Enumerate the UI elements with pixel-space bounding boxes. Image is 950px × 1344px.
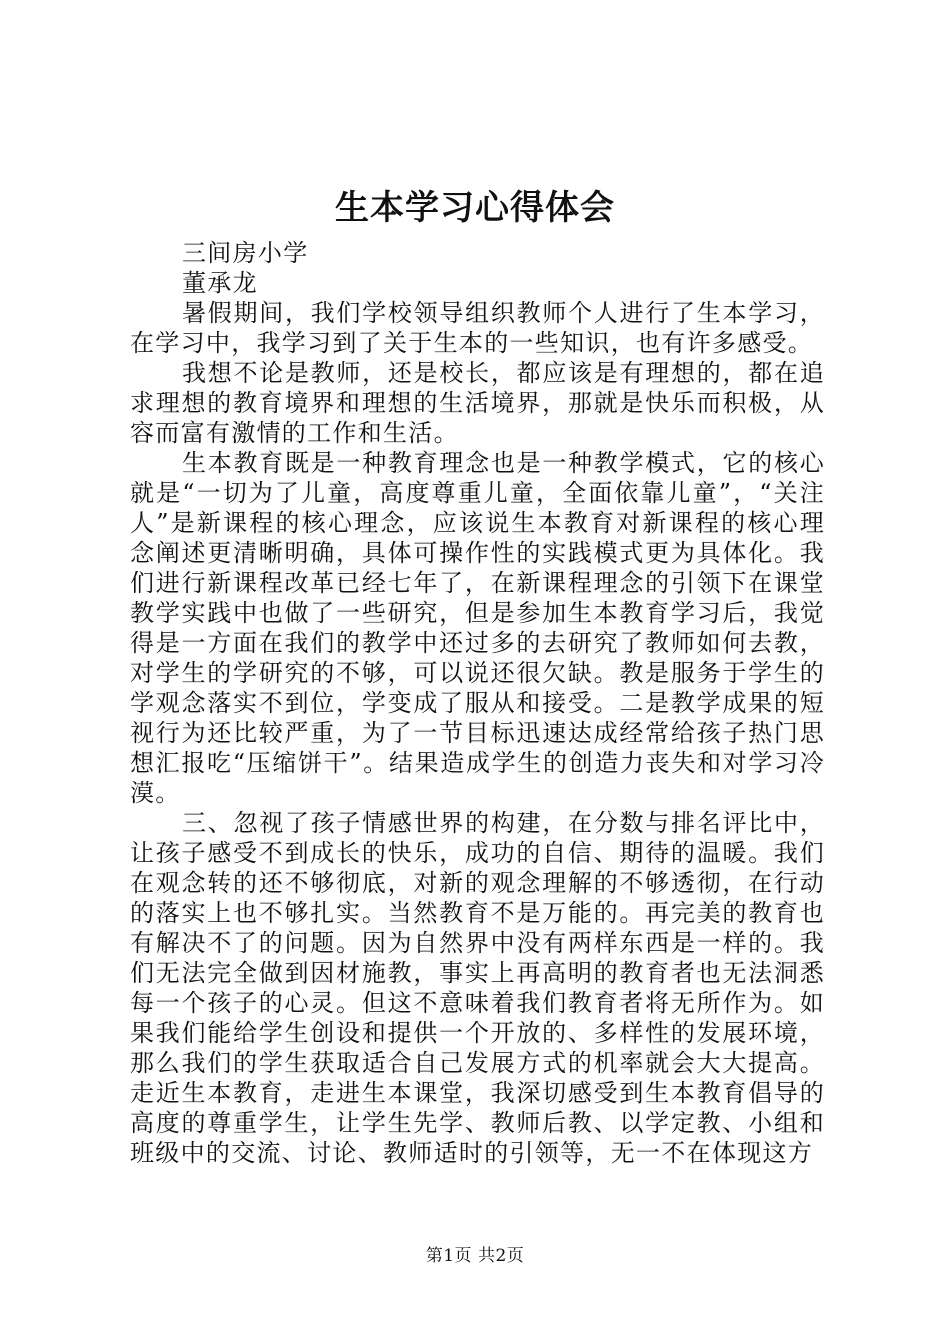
paragraph-2: 我想不论是教师，还是校长，都应该是有理想的，都在追求理想的教育境界和理想的生活境界，那就是快乐而积极，从容而富有激情的工作和生活。 (130, 359, 825, 447)
paragraph-1: 暑假期间，我们学校领导组织教师个人进行了生本学习，在学习中，我学习到了关于生本的一些知识，也有许多感受。 (130, 299, 825, 357)
page-footer: 第1页 共2页 (425, 1246, 525, 1266)
school-name: 三间房小学 (182, 239, 309, 267)
paragraph-3: 生本教育既是一种教育理念也是一种教学模式，它的核心就是“一切为了儿童，高度尊重儿童，全面依靠儿童”，“关注人”是新课程的核心理念，应该说生本教育对新课程的核心理念阐述更清晰明确，具体可操作性的实践模式更为具体化。我们进行新课程改革已经七年了，在新课程理念的引领下在课堂教学实践中也做了一些研究，但是参加生本教育学习后，我觉得是一方面在我们的教学中还过多的去研究了教师如何去教，对学生的学研究的不够，可以说还很欠缺。教是服务于学生的学观念落实不到位，学变成了服从和接受。二是教学成果的短视行为还比较严重，为了一节目标迅速达成经常给孩子热门思想汇报吃“压缩饼干”。结果造成学生的创造力丧失和对学习冷漠。 (130, 449, 825, 807)
document-body (130, 238, 825, 1168)
paragraph-4: 三、忽视了孩子情感世界的构建，在分数与排名评比中，让孩子感受不到成长的快乐，成功的自信、期待的温暖。我们在观念转的还不够彻底，对新的观念理解的不够透彻，在行动的落实上也不够扎实。当然教育不是万能的。再完美的教育也有解决不了的问题。因为自然界中没有两样东西是一样的。我们无法完全做到因材施教，事实上再高明的教育者也无法洞悉每一个孩子的心灵。但这不意味着我们教育者将无所作为。如果我们能给学生创设和提供一个开放的、多样性的发展环境，那么我们的学生获取适合自己发展方式的机率就会大大提高。走近生本教育，走进生本课堂，我深切感受到生本教育倡导的高度的尊重学生，让学生先学、教师后教、以学定教、小组和班级中的交流、讨论、教师适时的引领等，无一不在体现这方 (130, 809, 825, 1167)
document-title: 生本学习心得体会 (335, 188, 615, 228)
author-name: 董承龙 (182, 269, 258, 297)
